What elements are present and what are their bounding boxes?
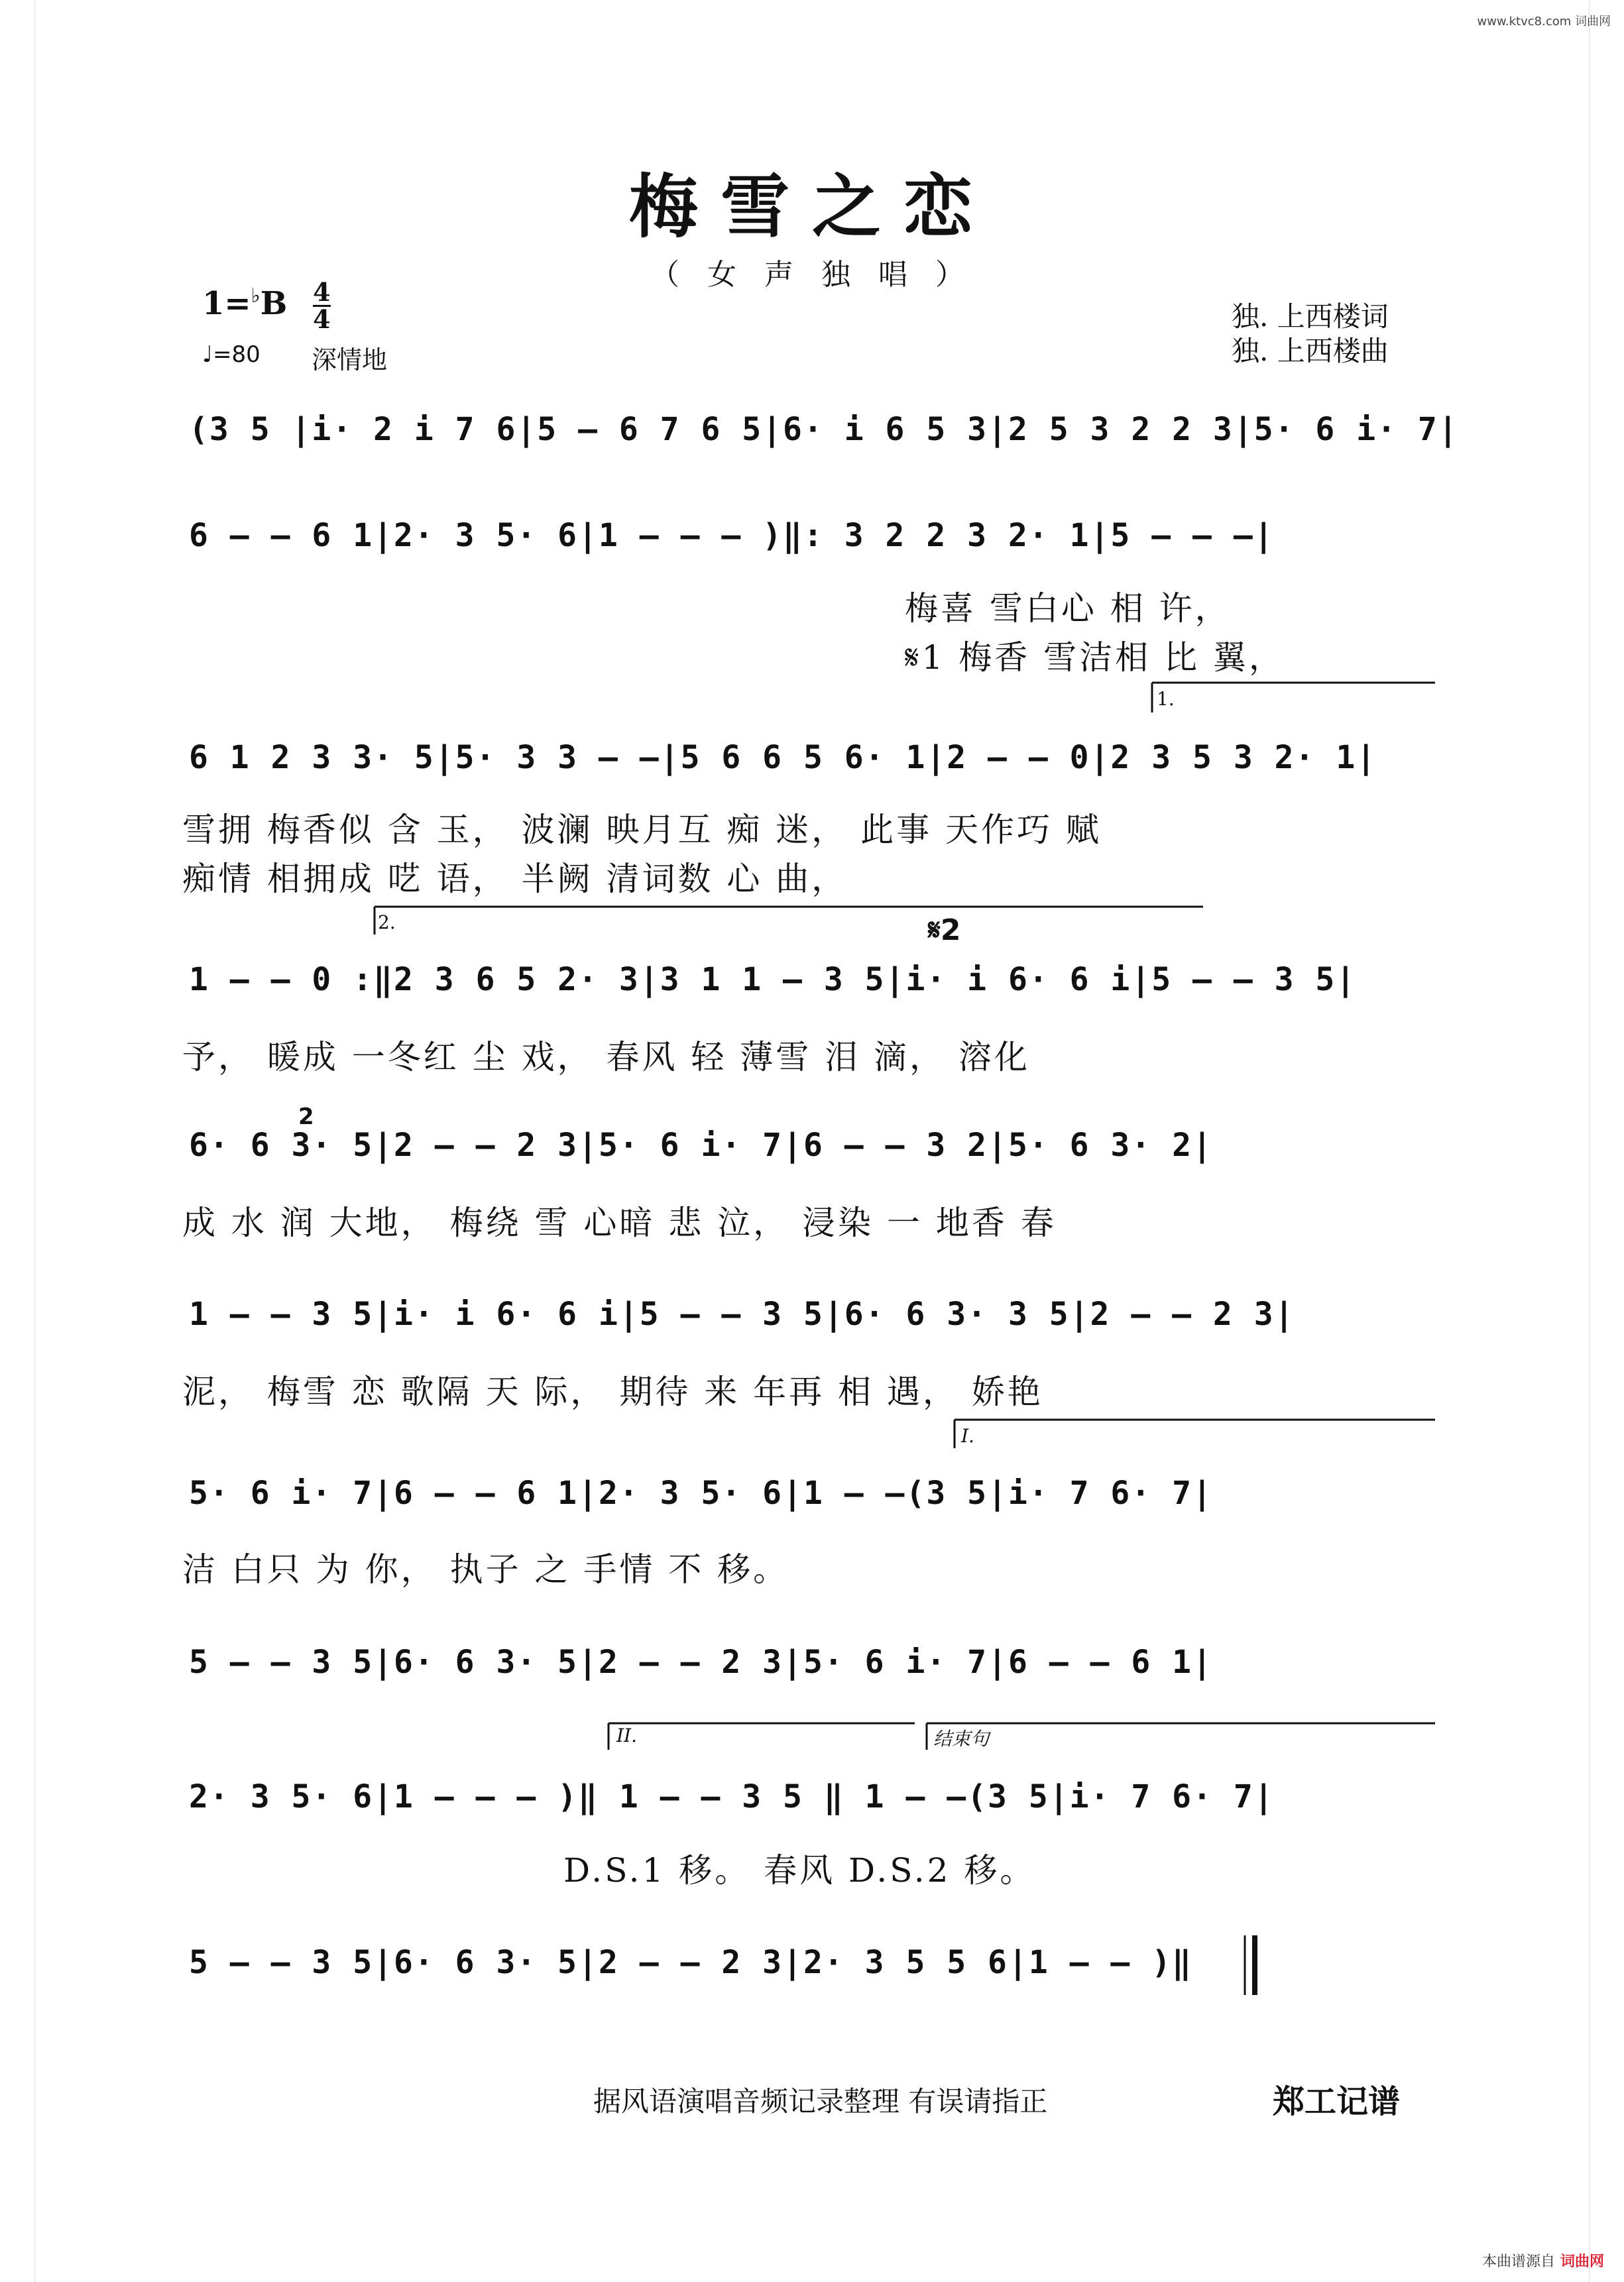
segno-2: 𝄋2 <box>928 913 961 947</box>
lyric-row-7: 洁 白只 为 你， 执子 之 手情 不 移。 <box>182 1550 789 1589</box>
flat-sign: ♭ <box>251 284 261 308</box>
volta-I-label: I. <box>961 1425 974 1447</box>
notation-row-3: 6 1 2 3 3· 5|5· 3 3 — —|5 6 6 5 6· 1|2 — — 0|2 3 5 3 2· 1| <box>189 739 1377 776</box>
notation-row-1: (3 5 |i· 2 i 7 6|5 — 6 7 6 5|6· i 6 5 3|2 5 3 2 2 3|5· 6 i· 7| <box>189 411 1459 448</box>
lyric-row-3-verse-2: 痴情 相拥成 呓 语， 半阙 清词数 心 曲， <box>182 860 848 898</box>
lyric-row-2-verse-2: 𝄋1 梅香 雪洁相 比 翼， <box>905 638 1285 677</box>
lyric-row-2-verse-1: 梅喜 雪白心 相 许， <box>905 589 1231 628</box>
key-letter: B <box>260 285 288 322</box>
volta-2-label: 2. <box>378 911 396 933</box>
lyric-row-4: 予， 暖成 一冬红 尘 戏， 春风 轻 薄雪 泪 滴， 溶化 <box>182 1038 1030 1076</box>
notation-row-9: 2· 3 5· 6|1 — — — )‖ 1 — — 3 5 ‖ 1 — —(3 5|i· 7 6· 7| <box>189 1778 1275 1815</box>
key-prefix: 1= <box>202 285 251 322</box>
ending-label: 结束句 <box>933 1728 990 1750</box>
site-url: www.ktvc8.com 词曲网 <box>1477 15 1611 29</box>
source-brand: 词曲网 <box>1560 2253 1604 2270</box>
notation-row-8: 5 — — 3 5|6· 6 3· 5|2 — — 2 3|5· 6 i· 7|6 — — 6 1| <box>189 1644 1213 1681</box>
lyricist-credit: 独. 上西楼词 <box>1232 300 1389 333</box>
time-denominator: 4 <box>313 304 331 334</box>
notation-row-6: 1 — — 3 5|i· i 6· 6 i|5 — — 3 5|6· 6 3· 3 5|2 — — 2 3| <box>189 1296 1295 1333</box>
breath-mark: 2 <box>298 1104 314 1130</box>
notation-row-2: 6 — — 6 1|2· 3 5· 6|1 — — — )‖: 3 2 2 3 2· 1|5 — — —| <box>189 517 1275 554</box>
notation-row-5: 6· 6 3· 5|2 — — 2 3|5· 6 i· 7|6 — — 3 2|5· 6 3· 2| <box>189 1127 1213 1164</box>
lyric-row-6: 泥， 梅雪 恋 歌隔 天 际， 期待 来 年再 相 遇， 娇艳 <box>182 1373 1043 1411</box>
lyric-row-3-verse-1: 雪拥 梅香似 含 玉， 波澜 映月互 痴 迷， 此事 天作巧 赋 <box>182 811 1102 849</box>
tempo-mark: ♩=80 <box>202 341 261 368</box>
time-numerator: 4 <box>313 277 331 307</box>
composer-credit: 独. 上西楼曲 <box>1232 335 1389 367</box>
notation-row-4: 1 — — 0 :‖2 3 6 5 2· 3|3 1 1 — 3 5|i· i 6· 6 i|5 — — 3 5| <box>189 961 1357 998</box>
lyric-row-9: D.S.1 移。 春风 D.S.2 移。 <box>563 1851 1036 1890</box>
footer-note: 据风语演唱音频记录整理 有误请指正 <box>593 2085 1048 2118</box>
source-text: 本曲谱源自 <box>1481 2253 1555 2270</box>
notation-row-10: 5 — — 3 5|6· 6 3· 5|2 — — 2 3|2· 3 5 5 6|1 — — )‖ <box>189 1944 1193 1981</box>
lyric-row-5: 成 水 润 大地， 梅绕 雪 心暗 悲 泣， 浸染 一 地香 春 <box>182 1204 1057 1242</box>
notation-row-7: 5· 6 i· 7|6 — — 6 1|2· 3 5· 6|1 — —(3 5|i· 7 6· 7| <box>189 1475 1213 1512</box>
volta-1-label: 1. <box>1157 688 1175 710</box>
subtitle: （ 女 声 独 唱 ） <box>650 258 974 292</box>
transcriber-signature: 郑工记谱 <box>1273 2083 1401 2120</box>
page-title: 梅雪之恋 <box>628 166 995 247</box>
volta-II-label: II. <box>616 1725 638 1746</box>
expression-mark: 深情地 <box>312 345 388 374</box>
